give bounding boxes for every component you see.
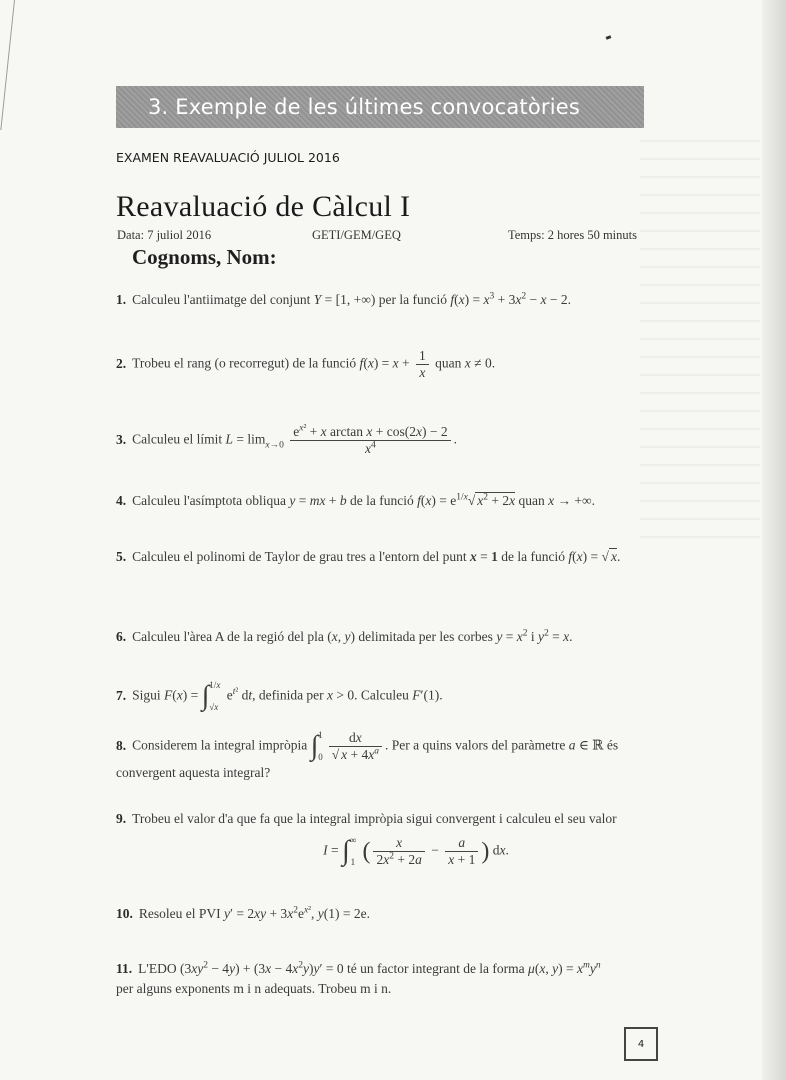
bleed-through-text [640, 140, 760, 540]
section-banner [116, 86, 644, 128]
question-9: 9. Trobeu el valor d'a que fa que la integral impròpia sigui convergent i calculeu el seu valor I = ∫∞ 1 ( $\frac{x}{2x^2 + 2a}$ − $\frac{a}{x + 1}$ ) dx. [116, 811, 617, 867]
question-10: 10. Resoleu el PVI $y' = 2xy + 3x^2e^{x^2}$, y(1) = 2e. [116, 905, 370, 921]
exam-label: EXAMEN REAVALUACIÓ JULIOL 2016 [116, 150, 340, 165]
question-8: 8. Considerem la integral impròpia ∫1 0 $\frac{dx}{√ x + 4x^a}$ . Per a quins valors del paràmetre a ∈ ℝ és convergent aquesta integral? [116, 730, 619, 780]
scan-margin-mark [0, 0, 15, 130]
section-banner-title: 3. Exemple de les últimes convocatòries [148, 95, 581, 119]
question-7: 7. Sigui F(x) = ∫1/x √x $e^{t^2}$ dt, definida per x > 0. Calculeu F′(1). [116, 680, 443, 712]
question-4: 4. Calculeu l'asímptota obliqua y = mx + b de la funció $f(x) = e^{1/x}√$ $x^2 + 2x$ quan x → +∞. [116, 492, 596, 508]
exam-duration: Temps: 2 hores 50 minuts [508, 228, 637, 242]
question-2: 2. Trobeu el rang (o recorregut) de la funció f(x) = x + $\frac{1}{x}$ quan x ≠ 0. [116, 348, 496, 380]
question-6: 6. Calculeu l'àrea A de la regió del pla (x, y) delimitada per les corbes $y = x^2$ i $y^2 = x$. [116, 628, 573, 644]
exam-degree: GETI/GEM/GEQ [312, 228, 401, 242]
page-number-box [624, 1027, 658, 1061]
question-11: 11. L'EDO $(3xy^2 - 4y) + (3x - 4x^2y)y' = 0$ té un factor integrant de la forma μ(x, $y) = x^my^n$ per alguns exponents m i n adequats. Trobeu m i n. [116, 960, 601, 996]
exam-title: Reavaluació de Càlcul I [116, 190, 411, 223]
student-name-field: Cognoms, Nom: [132, 245, 277, 269]
exam-date: Data: 7 juliol 2016 [117, 228, 212, 242]
scan-edge-shadow [762, 0, 786, 1080]
ink-speck [606, 35, 612, 40]
page-number: 4 [637, 1038, 645, 1050]
question-1: 1. Calculeu l'antiimatge del conjunt Y = [1, +∞) per la funció $f(x) = x^3 + 3x^2 - x - 2$. [116, 291, 571, 307]
question-3: 3. Calculeu el límit $L = \lim_{x\to 0}$ $\frac{e^{x^2} + x \arctan x + \cos(2x) - 2}{x^4}$ . [116, 423, 457, 456]
question-5: 5. Calculeu el polinomi de Taylor de grau tres a l'entorn del punt x = 1 de la funció f(x) = √ x. [116, 549, 621, 564]
